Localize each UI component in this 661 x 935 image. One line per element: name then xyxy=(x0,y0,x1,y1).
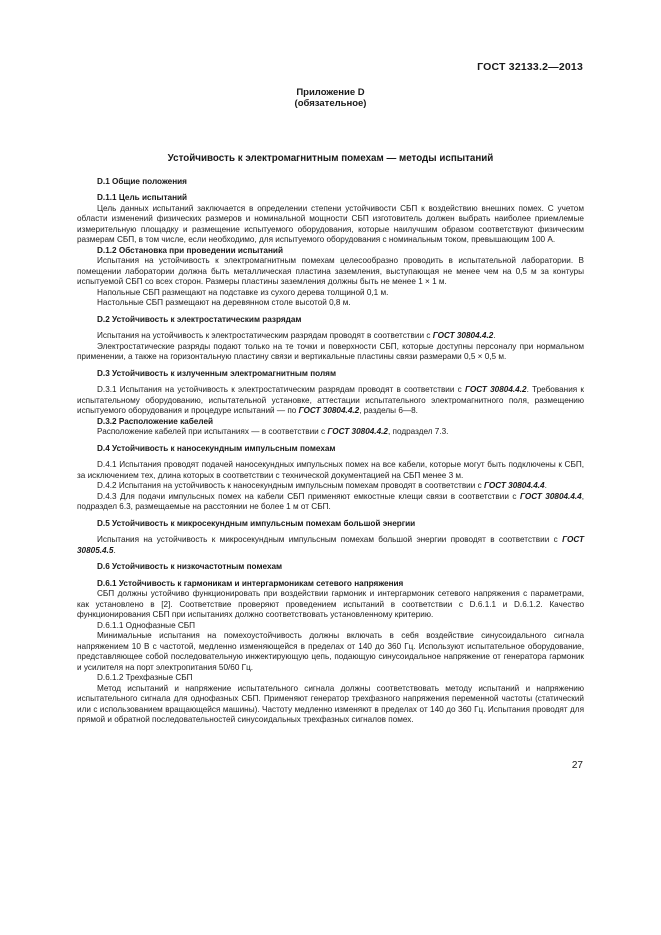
section-d3-2-text: Расположение кабелей при испытаниях — в соответствии с ГОСТ 30804.4.2, подраздел 7.3. xyxy=(97,427,449,436)
section-d6-heading: D.6 Устойчивость к низкочастотным помехам xyxy=(97,562,283,571)
section-d1-2-text: Испытания на устойчивость к электромагнитным помехам целесообразно проводить в испытательной лаборатории. В помещении лаборатории должна быть металлическая пластина заземления, выступающая не менее чем на 0,5 м за контуры испытуемой СБП со всех сторон. Размеры пластины заземления должны быть не менее 1 × 1 м. xyxy=(77,256,584,286)
section-d4-1-text: D.4.1 Испытания проводят подачей наносекундных импульсных помех на все кабели, которые могут быть подключены к СБП, за исключением тех, длина которых в соответствии с технической документацией на СБП менее 3 м. xyxy=(77,460,584,480)
section-d5-text: Испытания на устойчивость к микросекундным импульсным помехам большой энергии проводят в соответствии с ГОСТ 30805.4.5. xyxy=(77,535,584,555)
section-d6-1-1-heading: D.6.1.1 Однофазные СБП xyxy=(97,620,196,630)
section-d6-1-text: СБП должны устойчиво функционировать при воздействии гармоник и интергармоник сетевого напряжения с параметрами, как установлено в [2]. Соответствие проверяют проведением испытаний в соответствии с D.6.1.1 и D.6.1.2. Качество функционирования СБП при испытаниях должно соответствовать установленному критерию. xyxy=(77,589,584,619)
section-d3-1-text: D.3.1 Испытания на устойчивость к электростатическим разрядам проводят в соответствии с ГОСТ 30804.4.2. Требования к испытательному оборудованию, испытательной установке, аттестации испытательного электромагнитного поля, размещению испытуемого оборудования и процедуре испытаний — по ГОСТ 30804.4.2, разделы 6—8. xyxy=(77,385,585,415)
document-title: Устойчивость к электромагнитным помехам — методы испытаний xyxy=(167,153,494,164)
standard-reference: ГОСТ 30804.4.4 xyxy=(483,481,545,490)
section-d6-1-2-text: Метод испытаний и напряжение испытательного сигнала должны соответствовать методу испытаний и напряжению испытательного сигнала для однофазных СБП. Применяют генератор трехфазного напряжения переменной частоты (статический или с использованием вращающейся машины). Частоту медленно изменяют в пределах от 140 до 360 Гц. Испытания проводят для прямой и обратной последовательностей синусоидальных трехфазных сигналов помех. xyxy=(77,683,584,724)
standard-reference: ГОСТ 30804.4.2 xyxy=(432,331,494,340)
section-d2-paragraph-1: Испытания на устойчивость к электростатическим разрядам проводят в соответствии с ГОСТ 30804.4.2. xyxy=(97,331,496,340)
annex-title: Приложение D xyxy=(296,87,365,98)
section-d1-heading: D.1 Общие положения xyxy=(97,176,187,186)
section-d2-paragraph-2: Электростатические разряды подают только на те точки и поверхности СБП, которые доступны персоналу при нормальном применении, а также на горизонтальную пластину связи и вертикальные пластины связи размерами 0,5 × 0,5 м. xyxy=(77,341,584,361)
section-d4-3-text: D.4.3 Для подачи импульсных помех на кабели СБП применяют емкостные клещи связи в соответствии с ГОСТ 30804.4.4, подраздел 6.3, размещаемые на расстоянии не более 1 м от СБП. xyxy=(77,491,584,511)
annex-heading xyxy=(0,87,661,109)
section-d6-1-1-text: Минимальные испытания на помехоустойчивость должны включать в себя воздействие синусоидального сигнала напряжением 10 В с частотой, медленно изменяющейся в пределах от 140 до 360 Гц. Используют испытательное оборудование, представляющее собой последовательную инжектирующую цепь, подающую синусоидальное напряжение от генератора гармоник и усилителя на порт электропитания 50/60 Гц. xyxy=(77,631,584,672)
section-d6-1-heading: D.6.1 Устойчивость к гармоникам и интергармоникам сетевого напряжения xyxy=(97,578,404,588)
standard-reference: ГОСТ 30804.4.2 xyxy=(327,427,388,436)
section-d5-heading: D.5 Устойчивость к микросекундным импульсным помехам большой энергии xyxy=(97,518,416,528)
section-d2-heading: D.2 Устойчивость к электростатическим разрядам xyxy=(97,314,302,324)
floor-ups-text: Напольные СБП размещают на подставке из сухого дерева толщиной 0,1 м. xyxy=(97,287,389,297)
standard-reference: ГОСТ 30805.4.5 xyxy=(77,535,584,555)
section-d1-1-heading: D.1.1 Цель испытаний xyxy=(97,193,188,202)
section-d4-2-text: D.4.2 Испытания на устойчивость к наносекундным импульсным помехам проводят в соответствии с ГОСТ 30804.4.4. xyxy=(97,481,547,490)
section-d3-heading: D.3 Устойчивость к излученным электромагнитным полям xyxy=(97,368,337,378)
page-number: 27 xyxy=(571,760,583,771)
table-ups-text: Настольные СБП размещают на деревянном столе высотой 0,8 м. xyxy=(97,298,351,307)
standard-reference: ГОСТ 30804.4.2 xyxy=(465,385,527,394)
standard-reference: ГОСТ 30804.4.4 xyxy=(519,491,582,501)
section-d3-2-heading: D.3.2 Расположение кабелей xyxy=(97,416,214,426)
document-body xyxy=(77,154,584,726)
standard-header: ГОСТ 32133.2—2013 xyxy=(477,61,583,73)
section-d6-1-2-heading: D.6.1.2 Трехфазные СБП xyxy=(97,673,193,682)
section-d1-1-text: Цель данных испытаний заключается в определении степени устойчивости СБП к воздействию внешних помех. С учетом области изменений физических размеров и номинальной мощности СБП изготовитель должен выбрать наиболее приемлемые измерительную площадку и размещение испытуемого оборудования, которые наилучшим образом соответствуют физическим размерам СБП, в том числе, если необходимо, для испытуемого оборудования с номинальным током, превышающим 100 А. xyxy=(77,203,584,244)
section-d1-2-heading: D.1.2 Обстановка при проведении испытаний xyxy=(97,245,284,255)
standard-reference: ГОСТ 30804.4.2 xyxy=(298,406,360,415)
annex-status: (обязательное) xyxy=(294,98,367,109)
section-d4-heading: D.4 Устойчивость к наносекундным импульсным помехам xyxy=(97,443,336,453)
